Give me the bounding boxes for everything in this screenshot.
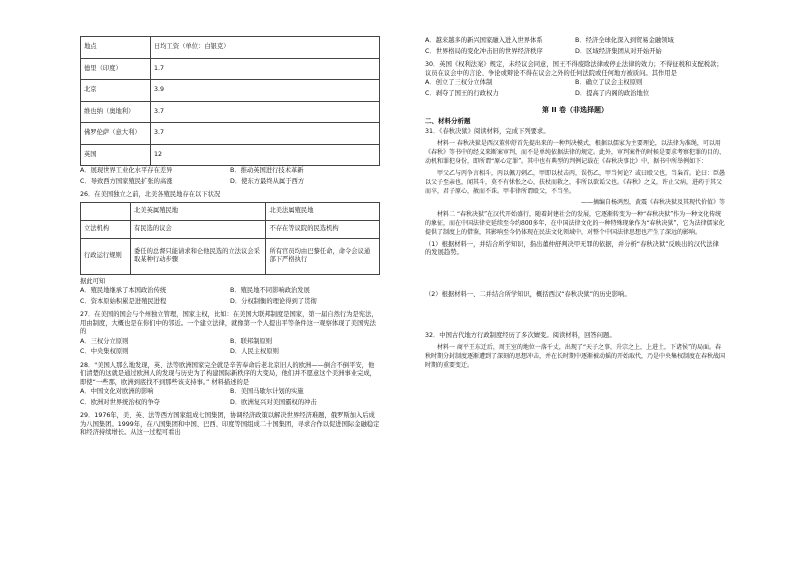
q26-options [80, 287, 380, 308]
q29-options [425, 37, 725, 58]
option-c: C．世界格局的变化冲击旧的世界经济秩序 [425, 47, 543, 55]
table-row [81, 202, 380, 220]
part2-title: 第 II 卷（非选择题） [541, 106, 609, 114]
right-column [425, 36, 725, 371]
table-cell: 12 [151, 144, 380, 166]
table-cell: 行政运行规则 [81, 238, 131, 274]
table-header-cell: 日均工资（单位：白银克） [151, 37, 380, 59]
table-header-cell: 地点 [81, 37, 151, 59]
option-c: C．剥夺了国王的行政权力 [425, 89, 499, 97]
q27-options [80, 338, 380, 359]
table-cell: 1.7 [151, 58, 380, 80]
option-a: A．展现世界工业化水平存在差异 [80, 167, 173, 174]
table-cell: 维也纳（奥地利） [81, 101, 151, 123]
table-cell: 3.7 [151, 101, 380, 123]
q25-options [80, 167, 380, 188]
table-cell: 不存在等议院的民选机构 [266, 220, 380, 238]
table-cell: 3.7 [151, 123, 380, 145]
answer-space[interactable] [425, 258, 725, 288]
q32-intro: 32．中国古代地方行政制度经历了多次嬗变。阅读材料，回答问题。 [425, 332, 616, 340]
option-a: A．创立了三权分立体制 [425, 79, 493, 86]
table-cell: 有民选的议会 [131, 220, 266, 238]
option-b: B．确立了议会主权原则 [575, 79, 643, 86]
option-c: C．导致西方国家殖民扩张的高涨 [80, 177, 173, 185]
table-row [81, 123, 380, 145]
section-heading: 二、材料分析题 [425, 117, 471, 126]
option-a: A．殖民地继承了本国政治传统 [80, 287, 167, 294]
table-header-cell [81, 202, 131, 220]
table-row [81, 101, 380, 123]
table-cell: 委任的总督只能请求和仑他民选的立法议会采取某种行动步骤 [131, 238, 266, 274]
wage-table [80, 36, 380, 166]
q27-stem: 27．在美国的国会与个州独立管理，国家主权，比如：在美国大联邦制度是国家，第一届自然行为是宪法，用由制度，大概也是在你们中的邻近。一个建立法律，就像第一个人提出平等条件这一观察体现了美国宪法的 [80, 311, 378, 335]
table-row [81, 58, 380, 80]
table-cell: 3.9 [151, 80, 380, 102]
option-d: D．欧洲复兴对美国霸权的冲击 [230, 398, 317, 406]
q28-options [80, 388, 380, 409]
option-b: B．美国马歇尔计划的实施 [230, 388, 304, 395]
option-b: B．推动英国进行技术革新 [230, 167, 304, 174]
left-binding-margin [4, 0, 16, 562]
table-row [81, 37, 380, 59]
q28-stem: 28．"美国人那么地发现，英、法等欧洲国家完全就是辛苦奉命后老北京旧人的欧洲——倒合不倒平安，他们清楚的这就是通过欧洲人的发现与历史为了构建国际新秩序的大变局，他们并不愿意这个美洲事业完成，即使“一些那，欧洲到底找不到那些该支持事。” 材料描述的是 [80, 361, 376, 386]
table-row [81, 220, 380, 238]
q26-stem: 26．在美国独立之前，北美各殖民地存在以下状况 [80, 191, 221, 198]
q32-material1: 材料一 商平王东迁后，周王室的地位一落千丈，出现了“天子之事，升宗之上，上进土，下诸侯”的局面。春秋时期分封制度逐渐遭到了深刻的思想冲击，并在长时期中逐渐被动摇的开始取代，乃是中央集权制度在春秋战国时期的重要变迁。 [425, 343, 726, 370]
q31-intro: 31．《春秋决狱》阅读材料，完成下列要求。 [425, 128, 550, 136]
table-row [81, 80, 380, 102]
option-d: D．提高了内阁的政治地位 [575, 89, 650, 97]
colony-table [80, 202, 380, 275]
table-cell: 北京 [81, 80, 151, 102]
table-row [81, 144, 380, 166]
option-a: A．三权分立原则 [80, 337, 129, 345]
option-d: D．分权制衡的理论得到了贯彻 [230, 297, 317, 305]
left-column [80, 36, 380, 438]
table-cell: 德里（印度） [81, 58, 151, 80]
option-d: D．区域经济集团从对开始开始 [575, 47, 662, 55]
right-binding-margin [778, 0, 790, 562]
option-d: D．使东方最终从属于西方 [230, 177, 305, 185]
table-header-cell: 北美英属殖民地 [131, 202, 266, 220]
table-row [81, 238, 380, 274]
table-cell: 英国 [81, 144, 151, 166]
option-c: C．中央集权原则 [80, 348, 129, 355]
option-c: C．欧洲对世界统治权的争夺 [80, 398, 160, 406]
option-a: A．越来越多的新兴国家融入进入世界体系 [425, 37, 543, 44]
q30-options [425, 79, 725, 100]
option-a: A．中国文化对欧洲的影响 [80, 388, 154, 395]
option-c: C．资本原始积累是进殖民进程 [80, 297, 167, 305]
option-d: D．人民主权原则 [230, 348, 279, 355]
q31-ask1: （1）根据材料一，并结合所学知识，指出董仲舒判决甲无罪的依据，并分析“春秋决狱”反映出的汉代法律的发展趋势。 [425, 240, 719, 257]
q31-ask2: （2）根据材料一、二并结合所学知识，概括西汉“春秋决狱”的历史影响。 [425, 290, 631, 298]
q29-stem: 29．1976年，美、英、法等西方国家组成七国集团，协调经济政策以解决世界经济难题，俄罗斯加入后成为八国集团。1999年，在八国集团和中国、巴西、印度等国组成二十国集团，寻求合作以促进国际金融稳定和经济持续增长。从这一过程可看出 [80, 412, 380, 436]
table-cell: 立法机构 [81, 220, 131, 238]
q26-lead: 据此可知 [80, 277, 106, 285]
q31-material1: 材料一 春秋决狱是西汉董仲舒首先提出来的一种判决模式，根据以儒家为主要理论，以法律为准绳，可以用《春秋》等书中的经义来断案审判，而不是单纯依据法律的规定。此外，审判案件的时候是要求考察犯罪的目的、动机和罪犯身份，即所谓“原心定罪”。其中也有典型的判例记载在《春秋决事比》中，据书中所举例如下： [425, 139, 726, 166]
q31-material2: 材料二 “春秋决狱”在汉代开始盛行，随着封建社会的发展，它逐渐转变为一种“春秋决狱”作为一种文化传统的象征，而在中国法律史延续至今约800多年，在中国法律文化的一种特殊现象作为“春秋决狱”，它为法律儒家化提供了制度上的借鉴，其影响至今仍体现在民法文化领域中，对整个中国法律思想也产生了深远的影响。 [425, 210, 725, 237]
option-b: B．殖民地不同影响政治发展 [230, 287, 310, 294]
q30-stem: 30．英国《权利法案》规定，未经议会同意，国王不得废除法律或停止法律的效力；不得征税和支配税款；议员在议会中的言论、争论或辩论不得在议会之外的任何法院或任何地方被质问。其作用是 [425, 61, 723, 77]
table-cell: 佛罗伦萨（意大利） [81, 123, 151, 145]
table-cell: 所有官员均由巴黎任命，命令会议通部下严格执行 [266, 238, 380, 274]
table-header-cell: 北美法属殖民地 [266, 202, 380, 220]
option-b: B．联邦制原则 [230, 337, 273, 345]
answer-space[interactable] [425, 299, 725, 329]
option-b: B．经济全球化深入到贸易金融领域 [575, 37, 674, 44]
q31-material1-case: 甲父乙与丙争言相斗，丙以佩刀刺乙，甲即以杖击丙，误伤乙，甲当何论？或曰殴父也，当枭首。论曰：臣愚以父子至亲也，闻其斗，莫不有怵怅之心，扶杖而救之，非所以欲诟父也。《春秋》之义，许止父病，进药于其父而卒，君子原心，赦而不诛。甲非律所谓殴父，不当坐。 [425, 169, 726, 196]
q31-material1-source: ——摘编自杨鸿烈，黄震《春秋决狱及其现代价值》等 [580, 199, 725, 207]
